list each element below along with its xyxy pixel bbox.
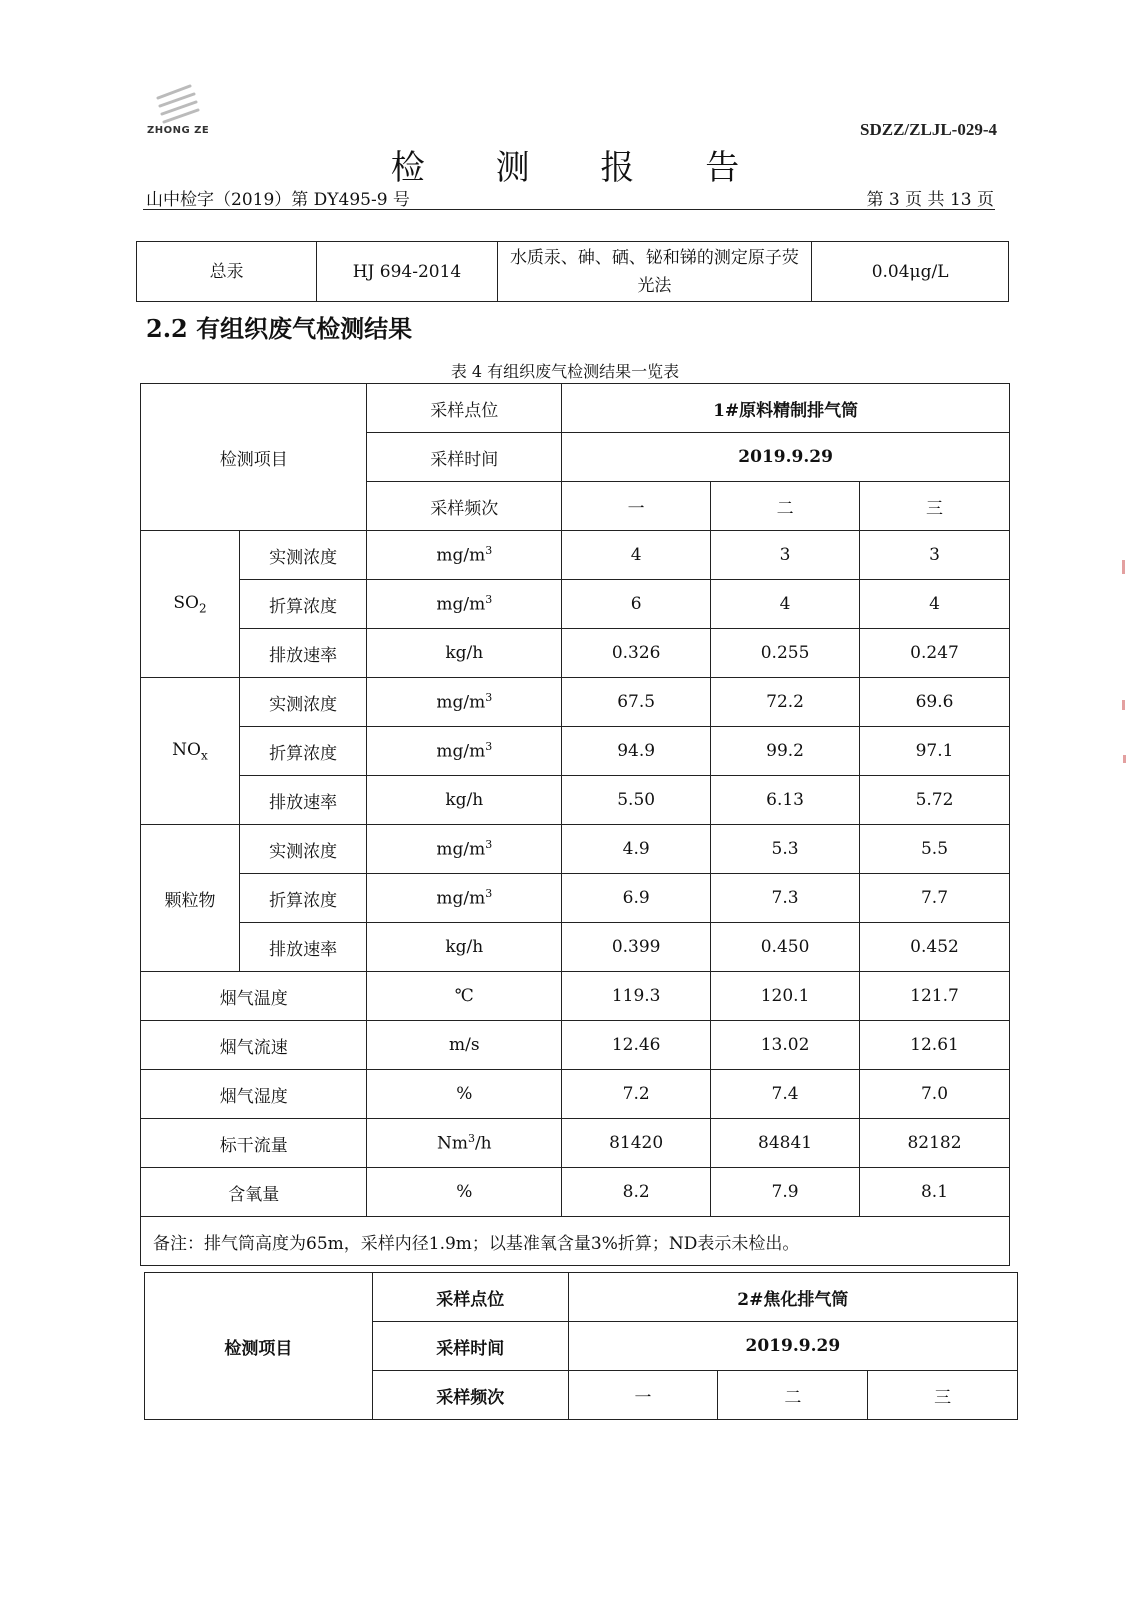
value-cell: 0.450 <box>711 923 860 972</box>
frequency-cell: 一 <box>562 482 711 531</box>
scan-mark <box>1122 560 1125 574</box>
parameter-cell: 标干流量 <box>141 1119 367 1168</box>
unit-superscript: 3 <box>485 593 493 607</box>
scan-mark <box>1123 755 1126 763</box>
unit-text: mg/m <box>436 888 486 909</box>
parameter-cell: 烟气温度 <box>141 972 367 1021</box>
table-row <box>141 1070 1010 1119</box>
value-cell: 0.399 <box>562 923 711 972</box>
frequency-cell: 二 <box>711 482 860 531</box>
value-cell: 0.247 <box>860 629 1010 678</box>
unit-text: mg/m <box>436 594 486 615</box>
sampling-point-label: 采样点位 <box>367 384 562 433</box>
document-code: SDZZ/ZLJL-029-4 <box>860 120 997 139</box>
value-cell: 67.5 <box>562 678 711 727</box>
pollutant-name: 颗粒物 <box>164 890 216 911</box>
unit-text: ℃ <box>454 986 474 1006</box>
table-row <box>141 1021 1010 1070</box>
report-reference-number: 山中检字（2019）第 DY495-9 号 <box>146 190 410 210</box>
parameter-cell: 烟气流速 <box>141 1021 367 1070</box>
table-row <box>141 678 1010 727</box>
value-cell: 5.5 <box>860 825 1010 874</box>
value-cell: 7.2 <box>562 1070 711 1119</box>
value-cell: 121.7 <box>860 972 1010 1021</box>
value-cell: 6.13 <box>711 776 860 825</box>
sampling-point-value: 2#焦化排气筒 <box>568 1273 1017 1322</box>
value-cell: 69.6 <box>860 678 1010 727</box>
table-row <box>141 923 1010 972</box>
value-cell: 0.326 <box>562 629 711 678</box>
method-cell: 水质汞、砷、硒、铋和锑的测定原子荧光法 <box>497 242 812 302</box>
unit-cell <box>367 678 562 727</box>
unit-text: kg/h <box>445 937 484 957</box>
value-cell: 3 <box>860 531 1010 580</box>
unit-cell <box>367 1168 562 1217</box>
unit-text: m/s <box>449 1035 480 1055</box>
pollutant-subscript: x <box>200 748 208 763</box>
value-cell: 13.02 <box>711 1021 860 1070</box>
unit-text: Nm <box>436 1133 468 1154</box>
page-number: 第 3 页 共 13 页 <box>866 190 994 210</box>
item-cell: 总汞 <box>137 242 317 302</box>
unit-suffix: /h <box>474 1133 492 1154</box>
value-cell: 4 <box>711 580 860 629</box>
sampling-time-label: 采样时间 <box>372 1322 568 1371</box>
sampling-time-label: 采样时间 <box>367 433 562 482</box>
unit-text: mg/m <box>436 839 486 860</box>
value-cell: 94.9 <box>562 727 711 776</box>
table-row <box>145 1273 1018 1322</box>
test-item-header: 检测项目 <box>141 384 367 531</box>
value-cell: 4.9 <box>562 825 711 874</box>
value-cell: 0.255 <box>711 629 860 678</box>
table-row <box>141 531 1010 580</box>
frequency-cell: 三 <box>868 1371 1018 1420</box>
unit-cell <box>367 874 562 923</box>
table-row <box>141 727 1010 776</box>
value-cell: 7.3 <box>711 874 860 923</box>
table-row <box>141 384 1010 433</box>
value-cell: 72.2 <box>711 678 860 727</box>
value-cell: 7.7 <box>860 874 1010 923</box>
unit-cell <box>367 1119 562 1168</box>
value-cell: 4 <box>562 531 711 580</box>
report-title: 检 测 报 告 <box>390 148 770 188</box>
unit-superscript: 3 <box>485 740 493 754</box>
unit-text: mg/m <box>436 741 486 762</box>
pollutant-name-cell <box>141 678 240 825</box>
value-cell: 82182 <box>860 1119 1010 1168</box>
sampling-point-value: 1#原料精制排气筒 <box>562 384 1010 433</box>
parameter-cell: 含氧量 <box>141 1168 367 1217</box>
value-cell: 7.9 <box>711 1168 860 1217</box>
unit-cell <box>367 1021 562 1070</box>
standard-cell: HJ 694-2014 <box>317 242 497 302</box>
value-cell: 0.452 <box>860 923 1010 972</box>
unit-text: kg/h <box>445 643 484 663</box>
table-row <box>141 1119 1010 1168</box>
unit-superscript: 3 <box>467 1132 475 1146</box>
parameter-cell: 实测浓度 <box>239 531 366 580</box>
value-cell: 81420 <box>562 1119 711 1168</box>
value-cell: 5.50 <box>562 776 711 825</box>
table-row <box>141 629 1010 678</box>
unit-cell <box>367 629 562 678</box>
unit-cell <box>367 580 562 629</box>
unit-cell <box>367 776 562 825</box>
test-item-header: 检测项目 <box>145 1273 373 1420</box>
table-caption: 表 4 有组织废气检测结果一览表 <box>450 362 680 381</box>
value-cell: 6.9 <box>562 874 711 923</box>
pollutant-name: SO <box>173 592 199 613</box>
pollutant-name: NO <box>172 739 201 760</box>
value-cell: 120.1 <box>711 972 860 1021</box>
method-table-continuation <box>136 241 1009 302</box>
value-cell: 8.2 <box>562 1168 711 1217</box>
header-divider <box>143 209 995 210</box>
unit-superscript: 3 <box>485 544 493 558</box>
unit-text: % <box>456 1084 473 1104</box>
frequency-cell: 二 <box>718 1371 868 1420</box>
value-cell: 5.3 <box>711 825 860 874</box>
value-cell: 84841 <box>711 1119 860 1168</box>
unit-cell <box>367 531 562 580</box>
unit-superscript: 3 <box>485 838 493 852</box>
parameter-cell: 排放速率 <box>239 629 366 678</box>
exhaust-gas-results-table <box>140 383 1010 1266</box>
sampling-point-label: 采样点位 <box>372 1273 568 1322</box>
value-cell: 7.4 <box>711 1070 860 1119</box>
value-cell: 99.2 <box>711 727 860 776</box>
table-row <box>141 580 1010 629</box>
parameter-cell: 实测浓度 <box>239 825 366 874</box>
sampling-frequency-label: 采样频次 <box>372 1371 568 1420</box>
pollutant-name-cell <box>141 531 240 678</box>
logo-text: ZHONG ZE <box>147 125 210 136</box>
sampling-frequency-label: 采样频次 <box>367 482 562 531</box>
pollutant-subscript: 2 <box>198 601 207 616</box>
scan-mark <box>1122 700 1125 710</box>
unit-cell <box>367 923 562 972</box>
unit-superscript: 3 <box>485 887 493 901</box>
parameter-cell: 排放速率 <box>239 923 366 972</box>
value-cell: 8.1 <box>860 1168 1010 1217</box>
parameter-cell: 折算浓度 <box>239 874 366 923</box>
parameter-cell: 排放速率 <box>239 776 366 825</box>
section-heading: 2.2 有组织废气检测结果 <box>146 314 413 343</box>
table-row <box>141 1168 1010 1217</box>
table-row <box>137 242 1009 302</box>
value-cell: 7.0 <box>860 1070 1010 1119</box>
sampling-time-value: 2019.9.29 <box>568 1322 1017 1371</box>
value-cell: 119.3 <box>562 972 711 1021</box>
detection-limit-cell: 0.04μg/L <box>812 242 1009 302</box>
unit-text: % <box>456 1182 473 1202</box>
unit-text: kg/h <box>445 790 484 810</box>
value-cell: 12.46 <box>562 1021 711 1070</box>
value-cell: 3 <box>711 531 860 580</box>
pollutant-name-cell <box>141 825 240 972</box>
unit-text: mg/m <box>436 545 486 566</box>
frequency-cell: 三 <box>860 482 1010 531</box>
value-cell: 5.72 <box>860 776 1010 825</box>
table-row <box>141 874 1010 923</box>
table-row <box>141 776 1010 825</box>
value-cell: 97.1 <box>860 727 1010 776</box>
unit-cell <box>367 825 562 874</box>
table-note: 备注：排气筒高度为65m，采样内径1.9m；以基准氧含量3%折算；ND表示未检出。 <box>141 1217 1010 1266</box>
value-cell: 4 <box>860 580 1010 629</box>
parameter-cell: 烟气湿度 <box>141 1070 367 1119</box>
parameter-cell: 折算浓度 <box>239 580 366 629</box>
value-cell: 12.61 <box>860 1021 1010 1070</box>
unit-cell <box>367 972 562 1021</box>
sampling-time-value: 2019.9.29 <box>562 433 1010 482</box>
parameter-cell: 折算浓度 <box>239 727 366 776</box>
table-row <box>141 972 1010 1021</box>
table-row <box>141 825 1010 874</box>
parameter-cell: 实测浓度 <box>239 678 366 727</box>
exhaust-gas-results-table-2 <box>144 1272 1018 1420</box>
unit-cell <box>367 727 562 776</box>
unit-superscript: 3 <box>485 691 493 705</box>
unit-cell <box>367 1070 562 1119</box>
frequency-cell: 一 <box>568 1371 718 1420</box>
table-row <box>141 1217 1010 1266</box>
unit-text: mg/m <box>436 692 486 713</box>
value-cell: 6 <box>562 580 711 629</box>
